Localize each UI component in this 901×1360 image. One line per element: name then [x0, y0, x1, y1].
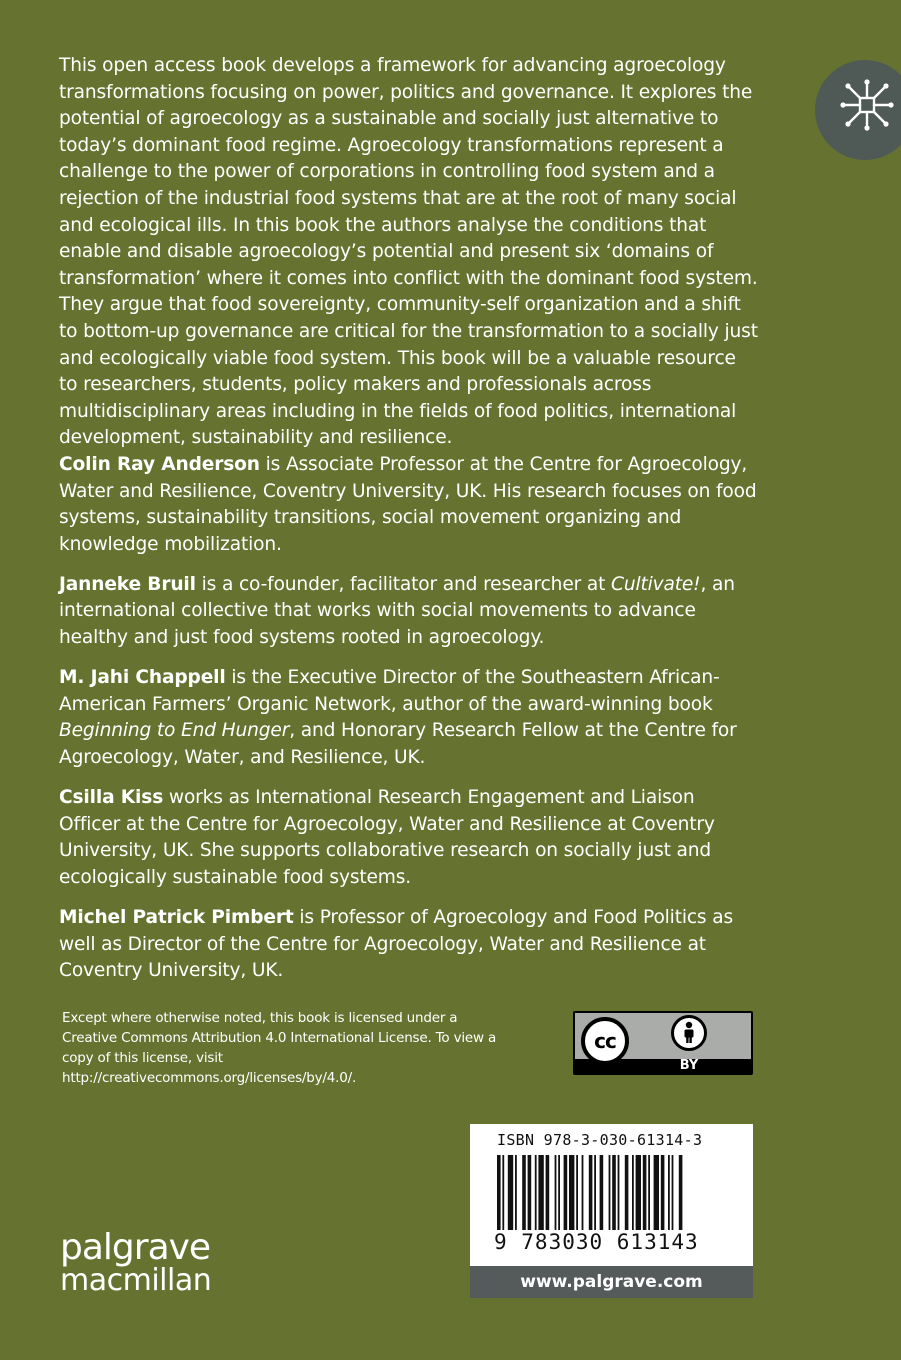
author-bio-text: is a co-founder, facilitator and researcher at — [195, 573, 612, 595]
publisher-logo-line1: palgrave — [60, 1227, 211, 1268]
author-bio-italic: Cultivate! — [611, 573, 701, 595]
author-bio-text: is Professor of Agroecology and Food Politics as well as Director of the Centre for Agroecology, Water and Resilience at Coventry University, UK. — [59, 906, 734, 982]
author-name: Colin Ray Anderson — [59, 454, 260, 475]
creative-commons-icon: cc — [581, 1017, 629, 1065]
author-bio-text: is Associate Professor at the Centre for Agroecology, Water and Resilience, Coventry University, UK. His research focuses on food systems, sustainability transitions, social movement organizing and knowledge mobilization. — [59, 454, 757, 555]
publisher-url: www.palgrave.com — [470, 1266, 753, 1298]
author-bio — [59, 665, 759, 771]
cc-by-license-badge — [573, 1011, 753, 1075]
publisher-logo — [60, 1227, 212, 1298]
publisher-logo-line2: macmillan — [60, 1263, 212, 1298]
book-blurb: This open access book develops a framework for advancing agroecology transformations focusing on power, politics and governance. It explores the potential of agroecology as a sustainable and socially just alternative to today’s dominant food regime. Agroecology transformations represent a challenge to the power of corporations in controlling food system and a rejection of the industrial food systems that are at the root of many social and ecological ills. In this book the authors analyse the conditions that enable and disable agroecology’s potential and present six ‘domains of transformation’ where it comes into conflict with the dominant food system. They argue that food sovereignty, community-self organization and a shift to bottom-up governance are critical for the transformation to a socially just and ecologically viable food system. This book will be a valuable resource to researchers, students, policy makers and professionals across multidisciplinary areas including in the fields of food politics, international development, sustainability and resilience. — [59, 55, 758, 449]
springer-open-icon — [815, 60, 901, 160]
author-bio-text: , and Honorary Research Fellow at the Centre for Agroecology, Water, and Resilience, UK. — [59, 720, 737, 768]
network-node-icon — [815, 60, 901, 160]
cc-by-label: BY — [679, 1058, 699, 1073]
author-bios — [59, 452, 759, 998]
author-bio-text: , an international collective that works with social movements to advance healthy and just food systems rooted in agroecology. — [59, 573, 735, 649]
author-bio — [59, 785, 759, 891]
author-name: Csilla Kiss — [59, 787, 164, 809]
isbn-label: ISBN 978-3-030-61314-3 — [497, 1131, 703, 1149]
author-name: Michel Patrick Pimbert — [59, 906, 294, 928]
attribution-person-icon — [671, 1015, 707, 1051]
author-bio-text: works as International Research Engagement and Liaison Officer at the Centre for Agroecology, Water and Resilience at Coventry University, UK. She supports collaborative research on socially just and ecologically sustainable food systems. — [59, 787, 715, 888]
license-notice: Except where otherwise noted, this book is licensed under a Creative Commons Attribution 4.0 International License. To view a copy of this license, visit http://creativecommons.org/licenses/by/4.0/. — [62, 1010, 497, 1086]
person-icon — [674, 1018, 704, 1048]
isbn-barcode-box — [470, 1124, 753, 1298]
author-name: M. Jahi Chappell — [59, 667, 226, 689]
author-bio-italic: Beginning to End Hunger — [59, 720, 290, 742]
author-bio — [59, 452, 759, 558]
barcode-digits: 9 783030 613143 — [494, 1230, 699, 1254]
author-bio-text: is the Executive Director of the Southeastern African-American Farmers’ Organic Network, author of the award-winning book — [59, 667, 720, 715]
author-bio — [59, 572, 759, 652]
author-bio — [59, 905, 759, 985]
author-name: Janneke Bruil — [59, 573, 196, 595]
